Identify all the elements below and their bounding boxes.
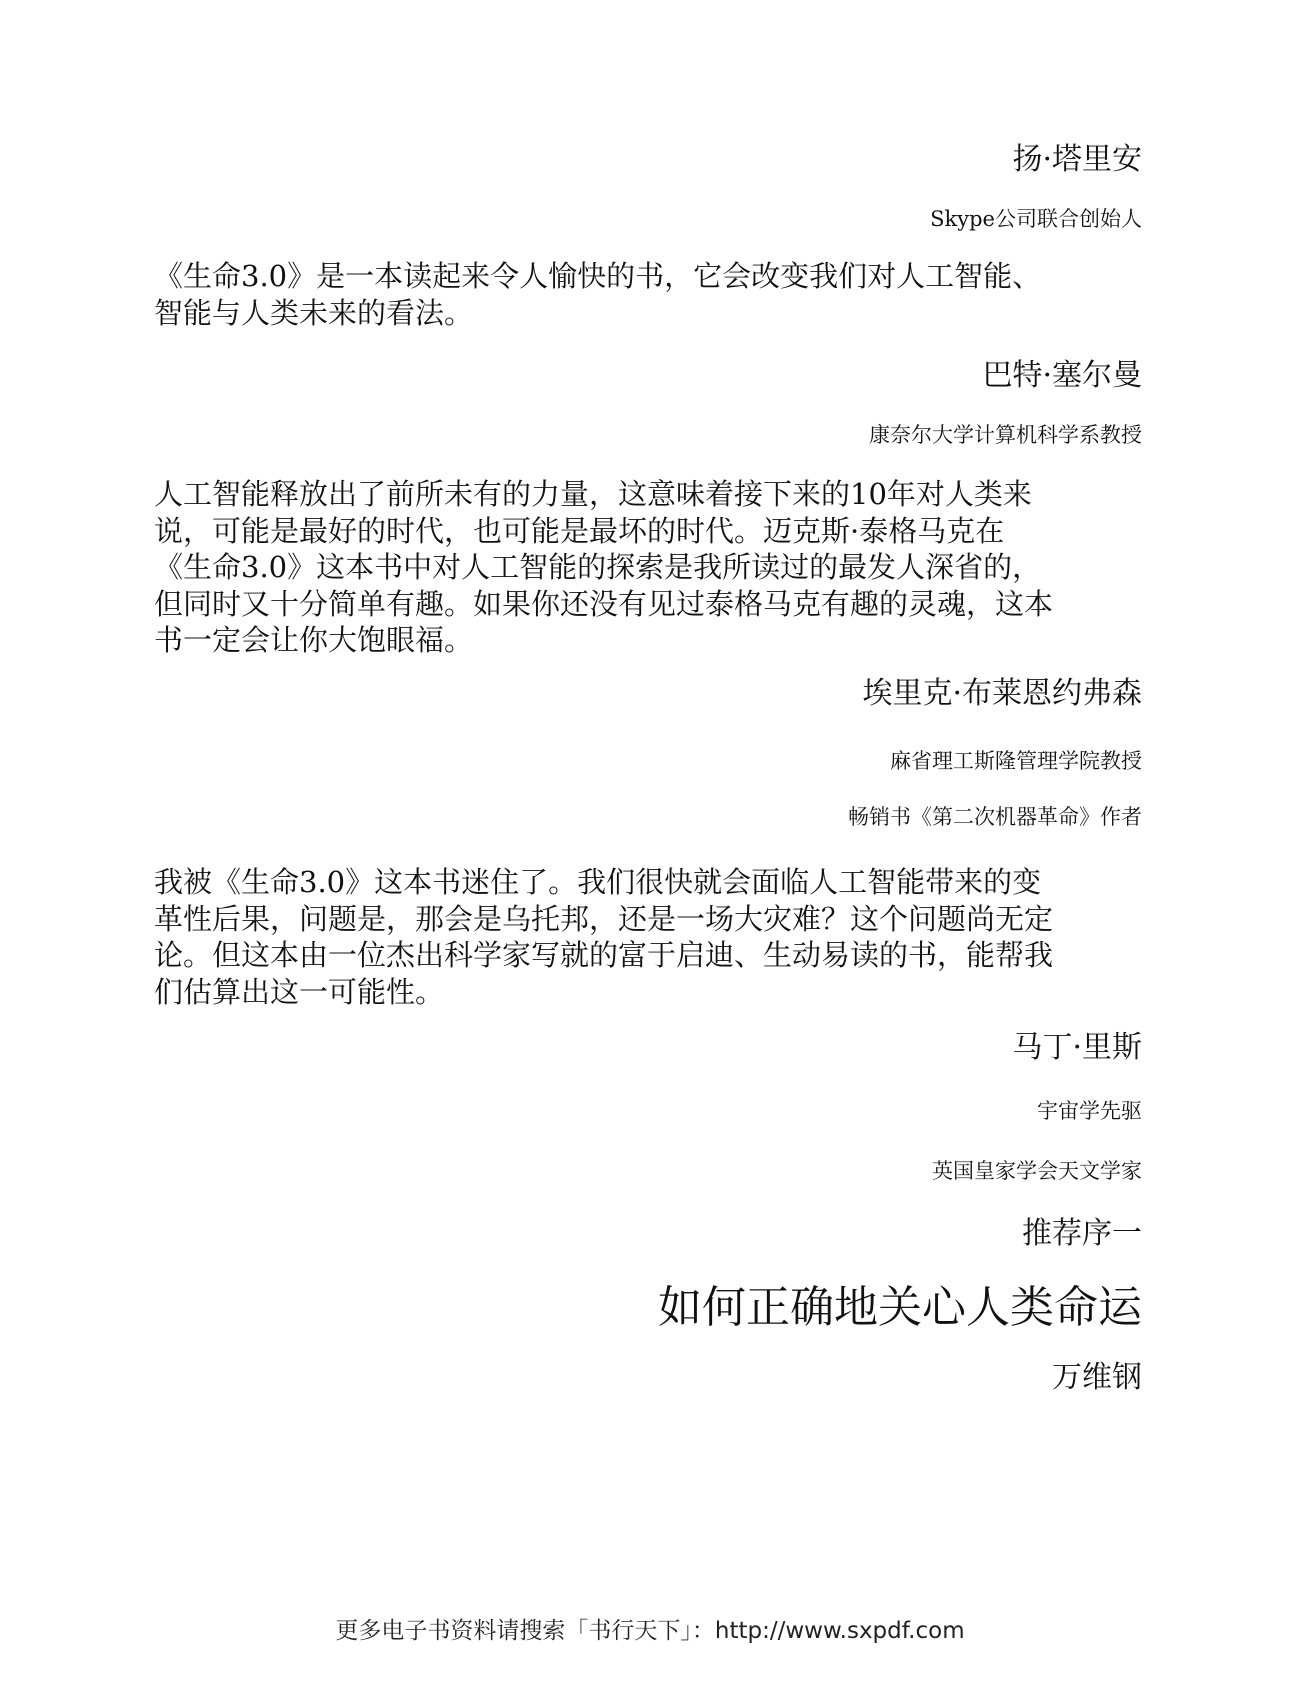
quote-line: 们估算出这一可能性。 bbox=[154, 974, 445, 1009]
preface-label: 推荐序一 bbox=[1022, 1216, 1142, 1251]
quote-line: 说，可能是最好的时代，也可能是最坏的时代。迈克斯·泰格马克在 bbox=[154, 513, 1005, 548]
preface-author: 万维钢 bbox=[1052, 1360, 1142, 1395]
endorser-name: 埃里克·布莱恩约弗森 bbox=[862, 676, 1142, 711]
quote-line: 书一定会让你大饱眼福。 bbox=[154, 623, 474, 657]
endorsement-quote bbox=[154, 258, 1144, 331]
endorser-name: 扬·塔里安 bbox=[1012, 142, 1142, 177]
endorser-title: Skype公司联合创始人 bbox=[930, 207, 1142, 231]
footer-promo-text: 更多电子书资料请搜索「书行天下」：http://www.sxpdf.com bbox=[335, 1618, 965, 1644]
quote-line: 智能与人类未来的看法。 bbox=[154, 295, 474, 330]
endorser-title: 麻省理工斯隆管理学院教授 bbox=[890, 749, 1142, 773]
quote-line: 革性后果，问题是，那会是乌托邦，还是一场大灾难？这个问题尚无定 bbox=[154, 901, 1054, 936]
quote-line: 《生命3.0》是一本读起来令人愉快的书，它会改变我们对人工智能、 bbox=[154, 259, 1042, 293]
endorser-name: 马丁·里斯 bbox=[1012, 1030, 1142, 1065]
quote-line: 《生命3.0》这本书中对人工智能的探索是我所读过的最发人深省的， bbox=[154, 550, 1042, 584]
quote-line: 我被《生命3.0》这本书迷住了。我们很快就会面临人工智能带来的变 bbox=[154, 865, 1042, 899]
endorser-title: 宇宙学先驱 bbox=[1037, 1099, 1142, 1123]
endorsement-quote bbox=[154, 864, 1144, 1010]
endorser-title: 英国皇家学会天文学家 bbox=[932, 1159, 1142, 1183]
endorser-title: 康奈尔大学计算机科学系教授 bbox=[869, 423, 1142, 447]
quote-line: 人工智能释放出了前所未有的力量，这意味着接下来的10年对人类来 bbox=[154, 477, 1032, 511]
endorser-name: 巴特·塞尔曼 bbox=[982, 358, 1142, 393]
chapter-title: 如何正确地关心人类命运 bbox=[658, 1282, 1142, 1333]
quote-line: 但同时又十分简单有趣。如果你还没有见过泰格马克有趣的灵魂，这本 bbox=[154, 586, 1054, 621]
endorsement-quote bbox=[154, 476, 1144, 659]
endorser-title: 畅销书《第二次机器革命》作者 bbox=[848, 805, 1142, 829]
quote-line: 论。但这本由一位杰出科学家写就的富于启迪、生动易读的书，能帮我 bbox=[154, 938, 1054, 972]
